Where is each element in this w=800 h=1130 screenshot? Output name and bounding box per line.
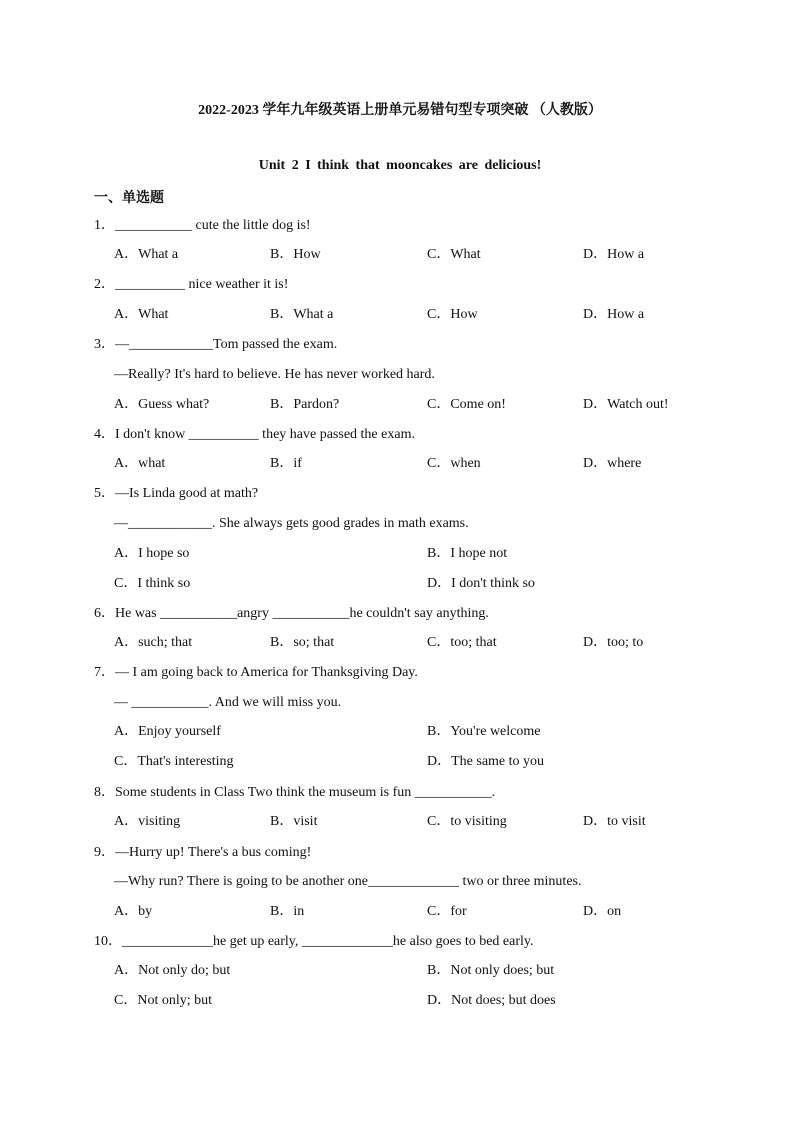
question-6-stem: 6．He was ___________angry ___________he couldn't say anything. xyxy=(94,606,489,621)
question-4-option-d[interactable]: D．where xyxy=(583,456,642,471)
question-8-option-c[interactable]: C．to visiting xyxy=(427,814,507,829)
question-4-option-c[interactable]: C．when xyxy=(427,456,481,471)
question-10-option-d[interactable]: D．Not does; but does xyxy=(427,993,556,1008)
question-9-option-d[interactable]: D．on xyxy=(583,904,622,919)
question-3-option-a[interactable]: A．Guess what? xyxy=(114,397,210,412)
question-3-option-c[interactable]: C．Come on! xyxy=(427,397,506,412)
question-1-option-c[interactable]: C．What xyxy=(427,247,481,262)
question-8-stem: 8．Some students in Class Two think the museum is fun ___________. xyxy=(94,785,496,800)
question-6-option-c[interactable]: C．too; that xyxy=(427,635,497,650)
question-2-stem: 2．__________ nice weather it is! xyxy=(94,277,289,292)
question-7-stem: 7．— I am going back to America for Thanksgiving Day. xyxy=(94,665,418,680)
unit-subtitle: Unit 2 I think that mooncakes are delicious! xyxy=(258,158,542,173)
question-10-stem: 10．_____________he get up early, _____________he also goes to bed early. xyxy=(94,934,534,949)
question-6-option-a[interactable]: A．such; that xyxy=(114,635,193,650)
question-1-option-d[interactable]: D．How a xyxy=(583,247,645,262)
question-3-option-b[interactable]: B．Pardon? xyxy=(270,397,340,412)
question-3-option-d[interactable]: D．Watch out! xyxy=(583,397,669,412)
question-1-option-b[interactable]: B．How xyxy=(270,247,321,262)
question-9-option-b[interactable]: B．in xyxy=(270,904,305,919)
question-4-stem: 4．I don't know __________ they have passed the exam. xyxy=(94,427,415,442)
question-6-option-d[interactable]: D．too; to xyxy=(583,635,644,650)
question-10-option-b[interactable]: B．Not only does; but xyxy=(427,963,555,978)
question-9-dialogue: —Why run? There is going to be another one_____________ two or three minutes. xyxy=(114,874,582,889)
question-7-option-a[interactable]: A．Enjoy yourself xyxy=(114,724,221,739)
question-5-option-c[interactable]: C．I think so xyxy=(114,576,191,591)
question-2-option-c[interactable]: C．How xyxy=(427,307,478,322)
question-4-option-b[interactable]: B．if xyxy=(270,456,302,471)
question-5-option-d[interactable]: D．I don't think so xyxy=(427,576,535,591)
question-3-dialogue: —Really? It's hard to believe. He has never worked hard. xyxy=(114,367,435,382)
question-5-dialogue: —____________. She always gets good grades in math exams. xyxy=(114,516,469,531)
question-8-option-a[interactable]: A．visiting xyxy=(114,814,181,829)
question-7-option-c[interactable]: C．That's interesting xyxy=(114,754,234,769)
question-7-option-b[interactable]: B．You're welcome xyxy=(427,724,541,739)
question-2-option-b[interactable]: B．What a xyxy=(270,307,334,322)
question-10-option-a[interactable]: A．Not only do; but xyxy=(114,963,231,978)
question-5-stem: 5．—Is Linda good at math? xyxy=(94,486,259,501)
question-2-option-a[interactable]: A．What xyxy=(114,307,169,322)
question-7-option-d[interactable]: D．The same to you xyxy=(427,754,545,769)
question-9-option-c[interactable]: C．for xyxy=(427,904,467,919)
question-2-option-d[interactable]: D．How a xyxy=(583,307,645,322)
question-1-stem: 1．___________ cute the little dog is! xyxy=(94,218,311,233)
question-10-option-c[interactable]: C．Not only; but xyxy=(114,993,213,1008)
question-5-option-a[interactable]: A．I hope so xyxy=(114,546,190,561)
question-1-option-a[interactable]: A．What a xyxy=(114,247,179,262)
section-heading: 一、单选题 xyxy=(94,191,164,206)
question-9-stem: 9．—Hurry up! There's a bus coming! xyxy=(94,845,312,860)
question-7-dialogue: — ___________. And we will miss you. xyxy=(114,695,342,710)
question-5-option-b[interactable]: B．I hope not xyxy=(427,546,508,561)
question-4-option-a[interactable]: A．what xyxy=(114,456,166,471)
question-3-stem: 3．—____________Tom passed the exam. xyxy=(94,337,338,352)
question-6-option-b[interactable]: B．so; that xyxy=(270,635,335,650)
page-title: 2022-2023 学年九年级英语上册单元易错句型专项突破 （人教版） xyxy=(198,103,602,118)
question-8-option-d[interactable]: D．to visit xyxy=(583,814,646,829)
question-8-option-b[interactable]: B．visit xyxy=(270,814,318,829)
question-9-option-a[interactable]: A．by xyxy=(114,904,153,919)
